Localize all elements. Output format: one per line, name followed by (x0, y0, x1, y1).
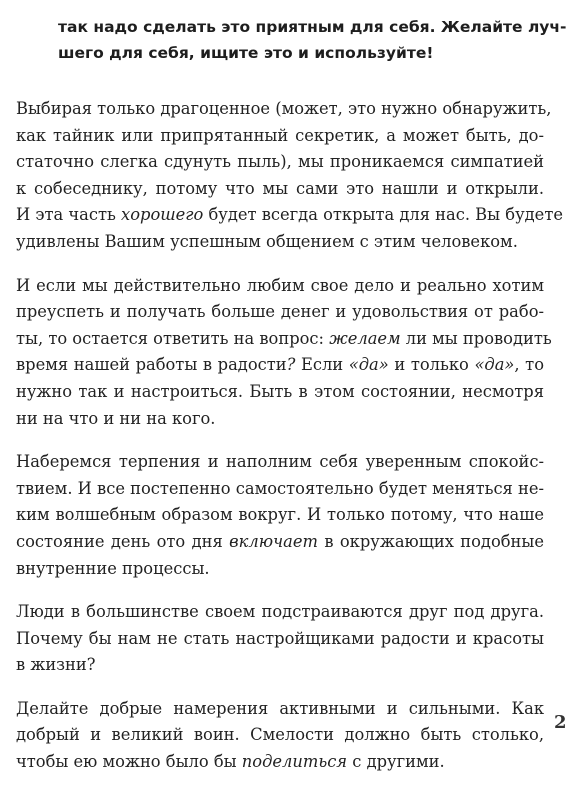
lead-line: так надо сделать это приятным для себя. Желайте луч- (58, 18, 567, 36)
italic-emphasis: поделиться (241, 752, 348, 772)
text-line (16, 722, 544, 749)
italic-emphasis: ? (286, 355, 296, 375)
lead-bold-text (58, 14, 567, 66)
text-run: твием. И все постепенно самостоятельно будет меняться не- (16, 478, 544, 498)
text-line (16, 626, 544, 653)
text-run: Если (295, 355, 349, 375)
body-text (16, 96, 563, 793)
text-run: ким волшебным образом вокруг. И только потому, что наше (16, 505, 544, 525)
text-run: внутренние процессы. (16, 558, 210, 578)
text-line (16, 202, 563, 229)
text-run: Почему бы нам не стать настройщиками радости и красоты (16, 628, 544, 648)
text-line (16, 652, 544, 679)
text-run: к собеседнику, потому что мы сами это нашли и открыли. (16, 178, 544, 198)
paragraph (16, 96, 563, 256)
text-run: , то (514, 355, 544, 375)
text-run: Делайте добрые намерения активными и сильными. Как (16, 698, 544, 718)
text-run: Наберемся терпения и наполним себя уверенным спокойс- (16, 452, 544, 472)
italic-emphasis: желаем (329, 328, 401, 348)
italic-emphasis: «да» (348, 355, 389, 375)
text-run: Люди в большинстве своем подстраиваются друг под друга. (16, 602, 544, 622)
paragraph (16, 273, 552, 433)
page-number (548, 712, 567, 736)
text-line (16, 476, 544, 503)
text-run: как тайник или припрятанный секретик, а может быть, до- (16, 125, 544, 145)
text-run: добрый и великий воин. Смелости должно быть столько, (16, 725, 544, 745)
text-line (16, 696, 544, 723)
text-run: ты, то остается ответить на вопрос: (16, 328, 330, 348)
italic-emphasis: включает (229, 531, 318, 551)
italic-emphasis: «да» (474, 355, 515, 375)
text-line (16, 406, 544, 433)
text-line (16, 229, 544, 256)
text-run: будет всегда открыта для нас. Вы будете (203, 205, 563, 225)
text-run: чтобы ею можно было бы (16, 752, 242, 772)
text-line (16, 123, 544, 150)
text-run: И если мы действительно любим свое дело и реально хотим (16, 275, 544, 295)
text-run: статочно слегка сдунуть пыль), мы проникаемся симпатией (16, 152, 544, 172)
text-line (16, 352, 544, 379)
text-run: нужно так и настроиться. Быть в этом состоянии, несмотря (16, 381, 544, 401)
text-line (16, 556, 544, 583)
text-run: время нашей работы в радости (16, 355, 287, 375)
text-run: с другими. (347, 752, 445, 772)
lead-line: шего для себя, ищите это и используйте! (58, 44, 434, 62)
text-line (16, 176, 544, 203)
text-run: преуспеть и получать больше денег и удовольствия от рабо- (16, 302, 544, 322)
text-line (16, 529, 544, 556)
text-run: состояние день ото дня (16, 531, 230, 551)
text-run: в жизни? (16, 655, 96, 675)
text-run: Выбирая только драгоценное (может, это нужно обнаружить, (16, 99, 552, 118)
text-run: ли мы проводить (400, 328, 552, 348)
text-line (16, 599, 544, 626)
text-run: и только (388, 355, 475, 375)
text-line (16, 749, 544, 776)
paragraph (16, 449, 544, 582)
text-line (16, 96, 552, 123)
text-line (16, 502, 544, 529)
text-line (16, 299, 544, 326)
paragraph (16, 599, 544, 679)
text-run: в окружающих подобные (317, 531, 544, 551)
text-line (16, 326, 552, 353)
text-run: удивлены Вашим успешным общением с этим человеком. (16, 231, 518, 251)
text-line (16, 449, 544, 476)
text-line (16, 273, 544, 300)
text-run: И эта часть (16, 205, 122, 225)
text-line (16, 379, 544, 406)
paragraph (16, 696, 544, 776)
text-line (16, 149, 544, 176)
page-number-value: 2 (554, 712, 567, 733)
italic-emphasis: хорошего (121, 205, 204, 225)
text-run: ни на что и ни на кого. (16, 408, 216, 428)
